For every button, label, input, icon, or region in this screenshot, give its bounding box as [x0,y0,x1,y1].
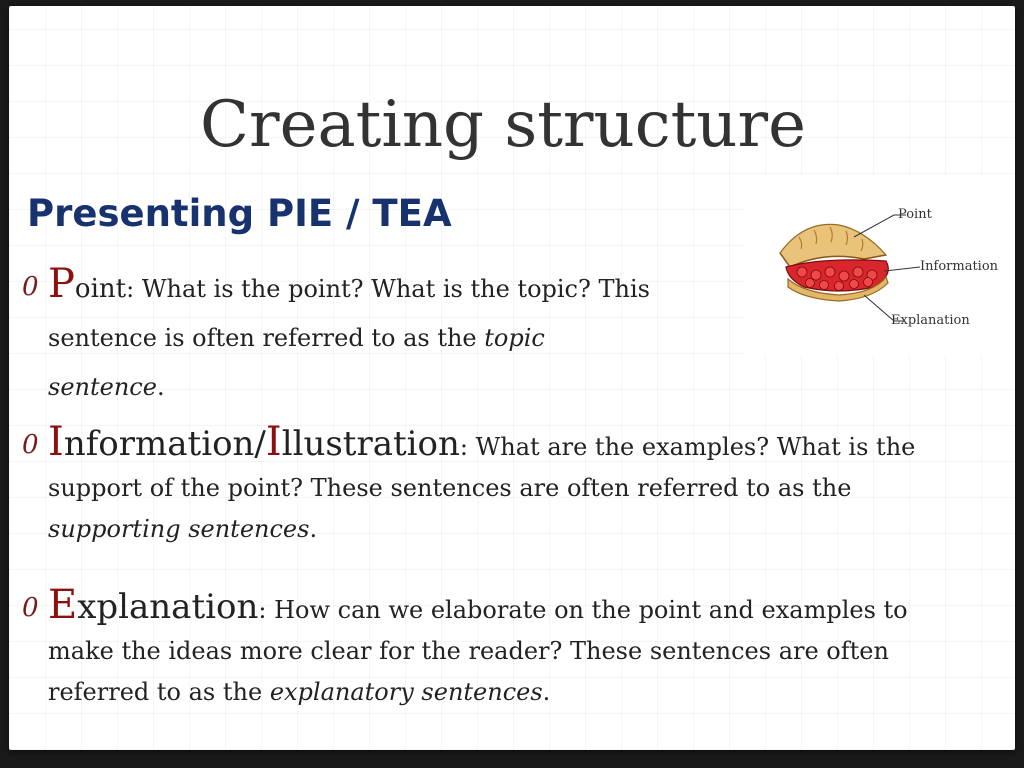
slide-subtitle: Presenting PIE / TEA [27,192,452,235]
bullet-body [48,582,972,714]
term-initial: P [48,261,75,307]
term-rest-2: llustration [281,424,460,464]
bullet-point [22,261,662,413]
term-colon: : [459,433,468,461]
term-rest: nformation/ [63,424,266,464]
pie-diagram [744,175,1014,355]
bullet-information [22,419,972,551]
term-initial: I [48,419,64,465]
diagram-label-information: Information [920,259,999,274]
term-colon: : [258,596,267,624]
diagram-label-point: Point [898,207,932,222]
bullet-emphasis: topic sentence [48,324,545,401]
bullet-body [48,261,662,413]
bullet-end: . [309,515,318,543]
bullet-end: . [542,678,551,706]
term-colon: : [126,275,135,303]
bullet-text: What are the examples? What is the support of the point? These sentences are often referred to as the [48,433,916,502]
bullet-marker: 0 [22,593,39,623]
diagram-label-explanation: Explanation [891,313,970,328]
term-rest: oint [74,274,127,304]
bullet-marker: 0 [22,272,39,302]
bullet-explanation [22,582,972,714]
term-initial-2: I [265,419,282,465]
term-initial: E [48,582,78,628]
bullet-emphasis: supporting sentences [48,515,310,543]
bullet-marker: 0 [22,430,39,460]
bullet-end: . [156,373,165,401]
bullet-emphasis: explanatory sentences [269,678,543,706]
bullet-text: What is the point? What is the topic? This sentence is often referred to as the [48,275,650,352]
bullet-text: How can we elaborate on the point and examples to make the ideas more clear for the reader? These sentences are often referred to as the [48,596,908,706]
bullet-body [48,419,972,551]
term-rest: xplanation [77,587,259,627]
slide-title: Creating structure [200,88,806,162]
